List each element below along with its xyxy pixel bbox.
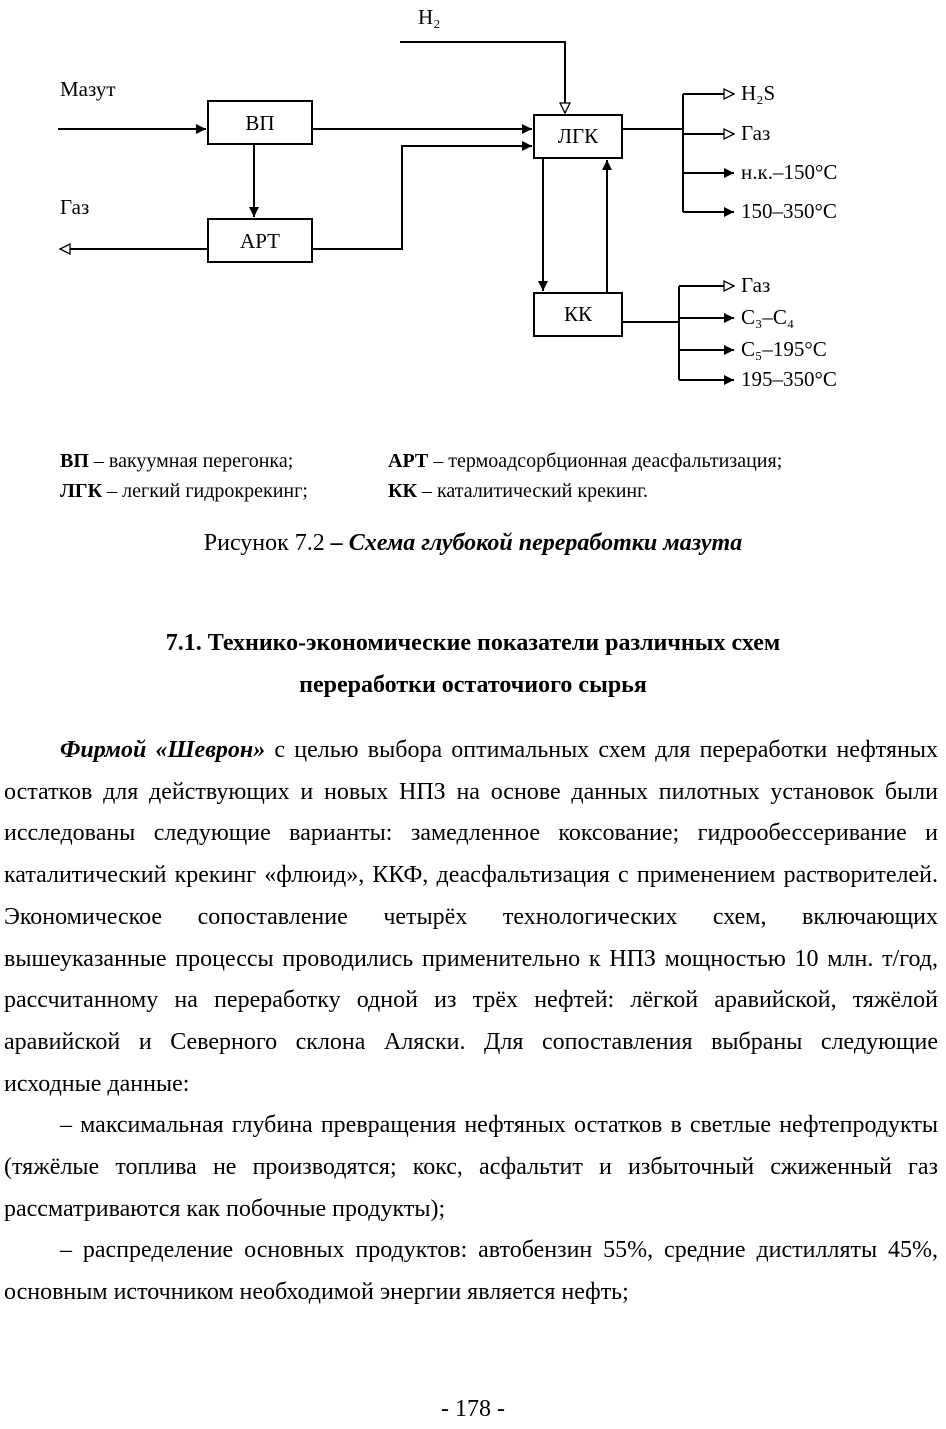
block-vp-label: ВП — [245, 111, 275, 135]
heading-line-1: 7.1. Технико-экономические показатели различных схем — [165, 630, 781, 656]
flow-art-to-lgk — [312, 146, 532, 249]
kk-product-2: C₃–C₄ — [741, 305, 795, 329]
paragraph-3: – распределение основных продуктов: автобензин 55%, средние дистилляты 45%, основным источником необходимой энергии является нефть; — [4, 1237, 938, 1306]
block-kk-label: КК — [563, 302, 593, 326]
paragraph-1: Фирмой «Шеврон» с целью выбора оптимальных схем для переработки нефтяных остатков для действующих и новых НПЗ на основе данных пилотных установок были исследованы следующие варианты: замедленное коксование; гидрообессеривание и каталитический крекинг «флюид», ККФ, деасфальтизация с применением растворителей. Экономическое сопоставление четырёх технологических схем, включающих вышеуказанные процессы проводились применительно к НПЗ мощностью 10 млн. т/год, рассчитанному на переработку одной из трёх нефтей: лёгкой аравийской, тяжёлой аравийской и Северного склона Аляски. Для сопоставления выбраны следующие исходные данные: — [4, 737, 938, 1097]
page-number: - 178 - — [441, 1396, 505, 1422]
lgk-product-3: н.к.–150°C — [741, 160, 838, 184]
company-name: Фирмой «Шеврон» — [60, 737, 266, 763]
diagram-legend — [60, 446, 782, 506]
label-mazut: Мазут — [60, 77, 116, 101]
kk-product-3: C₅–195°C — [741, 337, 827, 361]
block-lgk — [534, 115, 622, 158]
lgk-product-4: 150–350°C — [741, 199, 837, 223]
legend-item-art: АРТ – термоадсорбционная деасфальтизация; — [388, 450, 783, 472]
legend-item-lgk: ЛГК – легкий гидрокрекинг; — [60, 480, 308, 502]
label-gas-out: Газ — [60, 195, 90, 219]
caption-title: – Схема глубокой переработки мазута — [330, 530, 743, 556]
body-text — [4, 730, 938, 1314]
caption-prefix: Рисунок 7.2 — [203, 530, 331, 556]
block-lgk-label: ЛГК — [557, 124, 599, 148]
flow-h2-to-lgk — [400, 42, 565, 113]
legend-item-kk: КК – каталитический крекинг. — [388, 480, 649, 502]
block-vp — [208, 101, 312, 144]
kk-product-4: 195–350°C — [741, 367, 837, 391]
process-flow-diagram — [0, 0, 946, 420]
block-art-label: АРТ — [240, 229, 280, 253]
label-h2: H₂ — [418, 5, 441, 29]
heading-line-2: переработки остаточиого сырья — [299, 672, 647, 698]
lgk-product-2: Газ — [741, 121, 771, 145]
figure-caption — [0, 530, 946, 557]
block-art — [208, 219, 312, 262]
block-kk — [534, 293, 622, 336]
section-heading — [0, 622, 946, 706]
legend-item-vp: ВП – вакуумная перегонка; — [60, 450, 294, 472]
paragraph-2: – максимальная глубина превращения нефтяных остатков в светлые нефтепродукты (тяжёлые топлива не производятся; кокс, асфальтит и избыточный сжиженный газ рассматриваются как побочные продукты); — [4, 1112, 938, 1222]
lgk-product-1: H₂S — [741, 81, 776, 105]
kk-product-1: Газ — [741, 273, 771, 297]
